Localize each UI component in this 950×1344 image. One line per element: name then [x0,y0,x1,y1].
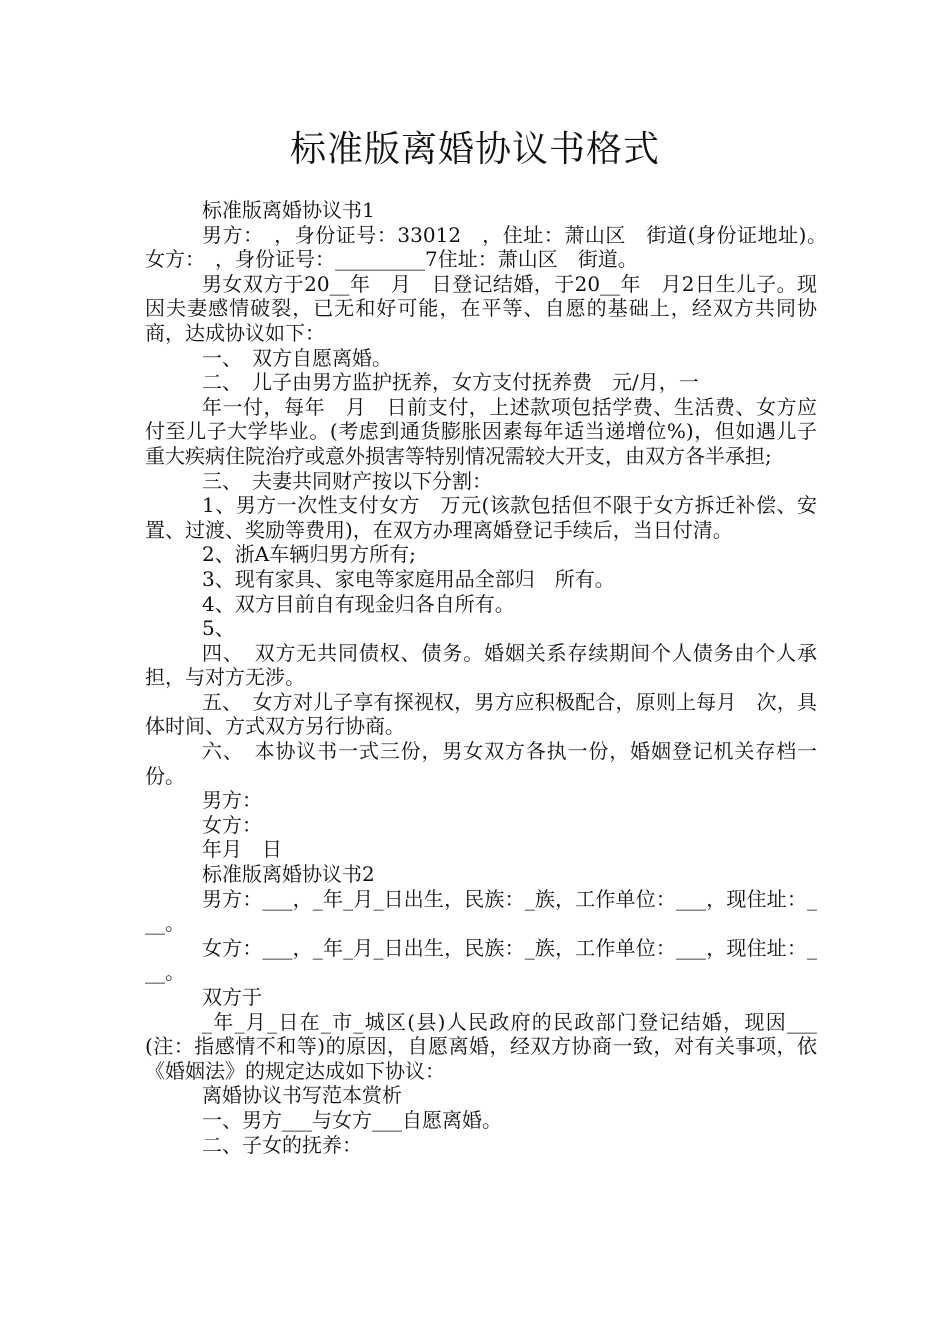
signature-line: 女方： [202,812,262,837]
paragraph: 离婚协议书写范本赏析 [202,1083,402,1108]
paragraph: 女方：___，_年_月_日出生，民族：_族，工作单位：___，现住址：___。 [145,935,817,985]
paragraph: 二、子女的抚养： [202,1132,362,1157]
paragraph: 男方： ，身份证号：33012 ，住址：萧山区 街道(身份证地址)。 女方： ，身份证号：_________7住址：萧山区 街道。 [145,222,837,272]
paragraph: 男方：___，_年_月_日出生，民族：_族，工作单位：___，现住址：___。 [145,886,817,936]
paragraph: 三、 夫妻共同财产按以下分割： [202,468,492,493]
document-title: 标准版离婚协议书格式 [289,129,660,170]
paragraph: 3、现有家具、家电等家庭用品全部归 所有。 [202,566,615,591]
paragraph: 一、 双方自愿离婚。 [202,345,392,370]
paragraph: 男女双方于20__年 月 日登记结婚，于20__年 月2日生儿子。现因夫妻感情破裂，已无和好可能，在平等、自愿的基础上，经双方共同协商，达成协议如下： [145,271,817,345]
paragraph: 四、 双方无共同债权、债务。婚姻关系存续期间个人债务由个人承担，与对方无涉。 [145,640,817,690]
paragraph: 五、 女方对儿子享有探视权，男方应积极配合，原则上每月 次，具体时间、方式双方另行协商。 [145,689,817,739]
section-heading: 标准版离婚协议书2 [202,862,375,887]
paragraph: 1、男方一次性支付女方 万元(该款包括但不限于女方拆迁补偿、安置、过渡、奖励等费用)，在双方办理离婚登记手续后，当日付清。 [145,493,817,542]
paragraph: 年一付，每年 月 日前支付，上述款项包括学费、生活费、女方应付至儿子大学毕业。(考虑到通货膨胀因素每年适当递增位%)，但如遇儿子重大疾病住院治疗或意外损害等特别情况需较大开支，由双方各半承担; [145,394,817,468]
date-line: 年月 日 [202,837,282,862]
paragraph: 4、双方目前自有现金归各自所有。 [202,591,515,616]
paragraph: 双方于 [202,985,262,1009]
paragraph: 二、 儿子由男方监护抚养，女方支付抚养费 元/月，一 [202,370,699,395]
signature-line: 男方： [202,788,262,813]
document-body [145,198,837,1157]
section-heading: 标准版离婚协议书1 [202,198,375,222]
paragraph: 一、男方___与女方___自愿离婚。 [202,1107,502,1132]
paragraph: 六、 本协议书一式三份，男女双方各执一份，婚姻登记机关存档一份。 [145,739,817,788]
paragraph: 5、 [202,616,235,641]
paragraph: 2、浙A车辆归男方所有; [202,542,416,567]
paragraph: _年_月_日在_市_城区(县)人民政府的民政部门登记结婚，现因___(注：指感情不和等)的原因，自愿离婚，经双方协商一致，对有关事项，依《婚姻法》的规定达成如下协议： [145,1009,817,1083]
